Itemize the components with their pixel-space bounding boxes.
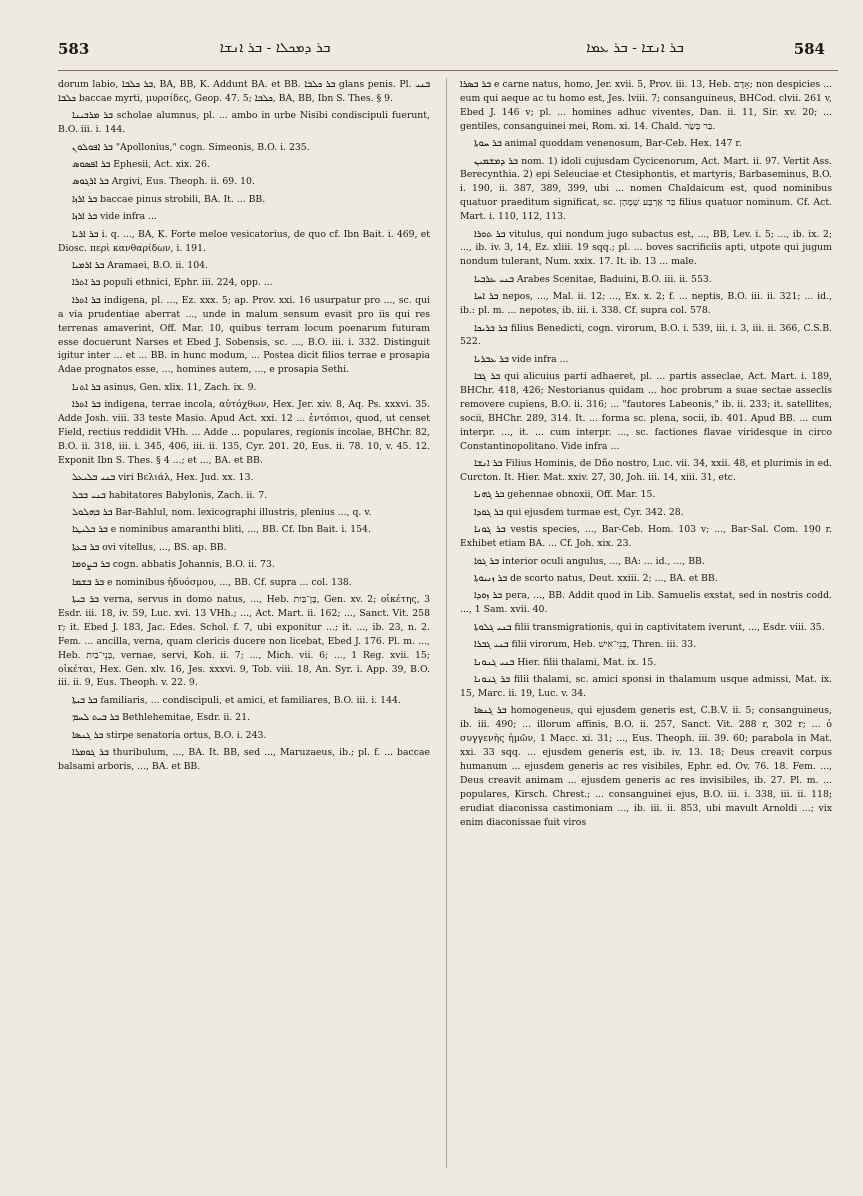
left-column	[58, 78, 430, 1178]
dictionary-entry: ܒܪ ܙܢܝܘܬܐ de scorto natus, Deut. xxiii. 2; ..., BA. et BB.	[474, 573, 718, 584]
dictionary-entry: ܒܪ ܒܪܝܟܐ filius Benedicti, cogn. virorum, B.O. i. 539, iii. i. 3, iii. ii. 366, C.S.B. 522.	[460, 322, 832, 348]
dictionary-entry: ܒܪ ܓܢܣܐ homogeneus, qui ejusdem generis est, C.B.V. ii. 5; consanguineus, ib. iii. 490; ... illorum affinis, B.O. ii. 257, Sanct. Vit. 288 r, 302 r; ... ὁ συγγενὴς ἡμῶν, 1 Macc. xi. 31; ..., Eus. Theoph. iii. 39. 60; parabola in Mat. xxi. 33 sqq. ... ejusdem generis est, ib. iv. 13. 18; Deus creavit corpus humanum ... ejusdem generis ac res visibiles, Ephr. ed. Ov. 76. 18. Fem. ..., Deus creavit animam ... ejusdem generis ac res invisibiles, ib. 27. Pl. m. ... populares, Kirsch. Chrest.; ... consanguinei ejus, B.O. iii. i. 338, iii. ii. 118; erudiat diaconissa castimoniam ..., ib. iii. ii. 853, ubi mavult Arnoldi ...; vix enim diaconissae fuit viros	[460, 705, 832, 828]
dictionary-entry: ܒܪ ܐܪܝܐ i. q. ..., BA, K. Forte meloe vesicatorius, de quo cf. Ibn Bait. i. 469, et Diosc. περὶ κανθαρίδων, i. 191.	[58, 228, 430, 254]
dictionary-entry: ܒܪ ܐܪܙܐ baccae pinus strobili, BA. It. ... BB.	[72, 193, 266, 205]
header-rule	[58, 70, 838, 71]
dictionary-entry: ܒܪ ܓܒܐ qui alicuius parti adhaeret, pl. ... partis asseclae, Act. Mart. i. 189, BHChr. 418, 426; Nestorianus quidam ... hoc probrum a suae sectae asseclis removere cupiens, B.O. ii. 316; ... "fautores Labeonis," ib. ii. 233; it. satellites, socii, BHChr. 289, 314. It. ... forma sc. plena, socii, ib. 401. Apud BB. ... cum interpr. ..., it. ... cum interpr. ..., sc. factiones flavae viridesque in circo Constantinopolitano. Vide infra ...	[460, 371, 832, 452]
dictionary-entry: ܒܪ ܓܢܘܢܐ filii thalami, sc. amici sponsi in thalamum usque admissi, Mat. ix. 15, Marc. ii. 19, Luc. v. 34.	[460, 673, 832, 699]
dictionary-entry: ܒܪ ܓܘܐ interior oculi angulus, ..., BA: ... id., ..., BB.	[474, 555, 705, 567]
dictionary-entry: ܒܢܝ ܓܠܘܬܐ filii transmigrationis, qui in captivitatem iverunt, ..., Esdr. viii. 35.	[474, 621, 825, 633]
dictionary-entry: ܒܪ ܐܢܫܐ Filius Hominis, de Dño nostro, Luc. vii. 34, xxii. 48, et plurimis in ed. Curcton. It. Hier. Mat. xxiv. 27, 30, Joh. iii. 14, xiii. 31, etc.	[460, 458, 832, 484]
dictionary-entry: dorum labio, ܒܪ ܟܠܒܐ, BA, BB, K. Addunt BA. et BB. ܒܪ ܟܠܒܐ glans penis. Pl. ܒܢܝ ܟܠܒܐ baccae myrti, μυρσίδες, Geop. 47. 5; ܟܠܒܐ, BA, BB, Ibn S. Thes. § 9.	[58, 79, 430, 104]
dictionary-entry: ܒܪ ܓܘܢܐ vestis species, ..., Bar-Ceb. Hom. 103 v; ..., Bar-Sal. Com. 190 r. Exhibet etiam BA. ... Cf. Joh. xix. 23.	[460, 524, 832, 550]
left-page-number: 583	[58, 40, 90, 58]
dictionary-entry: ܒܢܝ ܓܒܪܐ filii virorum, Heb. בְּנֵי־אִישׁ, Thren. iii. 33.	[474, 639, 697, 651]
dictionary-entry: ܒܪ ܒܫܡܐ e nominibus ἡδυόσμου, ..., BB. Cf. supra ... col. 138.	[72, 576, 352, 588]
dictionary-entry: ܒܪ ܡܪܒܝܢܐ scholae alumnus, pl. ... ambo in urbe Nisibi condiscipuli fuerunt, B.O. iii. i. 144.	[58, 110, 430, 136]
dictionary-entry: ܒܪ ܐܪܡܝܐ Aramaei, B.O. ii. 104.	[72, 259, 208, 271]
dictionary-entry: ܒܪ ܒܝܬܐ familiaris, ... condiscipuli, et amici, et familiares, B.O. iii. i. 144.	[72, 694, 401, 706]
dictionary-entry: ܒܪ ܒܣܪܐ e carne natus, homo, Jer. xvii. 5, Prov. iii. 13, Heb. אָדָם; non despicies ... eum qui aeque ac tu homo est, Jes. lviii. 7; consanguineus, BHCod. clvii. 261 v, Ebed J. 146 v; pl. ... homines adhuc viventes, Dan. ii. 11, Sir. xv. 20; ... gentiles, consanguinei mei, Rom. xi. 14. Chald. בַּר בְּשַׂר.	[460, 79, 832, 132]
dictionary-entry: ܒܢܝ ܒܠܝܥܠ viri Βελιάλ, Hex. Jud. xx. 13.	[72, 472, 254, 484]
dictionary-entry: ܒܪ ܕܡܫܡܝܢ nom. 1) idoli cujusdam Cycicenorum, Act. Mart. ii. 97. Vertit Ass. Berecynthia. 2) epi Seleuciae et Ctesiphontis, et martyris, Barbaseminus, B.O. i. 190, ii. 387, 389, 399, ubi ... nomen Chaldaicum est, quod nominibus quatuor praeditum significat, sc. בַּר אַרְבַּע שְׁמָהָן filius quatuor nominum. Cf. Act. Mart. i. 110, 112, 113.	[460, 155, 832, 223]
dictionary-entry: ܒܪ ܒܥܬܐ ovi vitellus, ..., BS. ap. BB.	[72, 541, 227, 553]
left-running-head: ܒܪ ܕܡܟܠܐ - ܒܪ ܐܢܫܐ	[219, 40, 331, 56]
dictionary-entry: ܒܪ ܐܪܓܘܣ Argivi, Eus. Theoph. ii. 69. 10.	[72, 176, 255, 188]
dictionary-entry: ܒܢܝ ܥܪܒܝܐ Arabes Scenitae, Baduini, B.O. iii. ii. 553.	[474, 273, 712, 285]
dictionary-entry: ܒܪ ܐܦܣܘܣ Ephesii, Act. xix. 26.	[72, 159, 210, 171]
right-page-number: 584	[793, 40, 825, 58]
dictionary-entry: ܒܪ ܒܠܝܛܐ e nominibus amaranthi bliti, ..., BB. Cf. Ibn Bait. i. 154.	[72, 524, 371, 536]
dictionary-entry: ܒܪ ܬܘܪܐ vitulus, qui nondum jugo subactus est, ..., BB, Lev. i. 5; ..., ib. ix. 2; ..., ib. iv. 3, 14, Ez. xliii. 19 sqq.; pl. ... boves sacrificiis apti, utpote qui jugum nondum tulerant, Num. xxix. 17. It. ib. 13 ... male.	[460, 228, 832, 268]
dictionary-entry: ܒܢܝ ܒܒܠ habitatores Babylonis, Zach. ii. 7.	[72, 489, 268, 501]
dictionary-entry: ܒܪ ܒܨܘܡܐ cogn. abbatis Johannis, B.O. ii. 73.	[72, 559, 275, 571]
dictionary-entry: ܒܪ ܐܦܘܠܘܢ "Apollonius," cogn. Simeonis, B.O. i. 235.	[72, 141, 310, 153]
dictionary-entry: ܒܪ ܐܪܙܐ vide infra ...	[72, 211, 157, 223]
dictionary-entry: ܒܪ ܥܒܪܝܐ vide infra ...	[474, 353, 569, 365]
dictionary-entry: ܒܪ ܐܬܪܐ indigena, terrae incola, αὐτόχθων, Hex. Jer. xiv. 8, Aq. Ps. xxxvi. 35. Adde Josh. viii. 33 teste Masio. Apud Act. xxi. 12 ... ἐντόπιοι, quod, ut censet Field, rectius reddidit VHh. ... Adde ... populares, regionis incolae, BHChr. 82, B.O. ii. 318, iii. i. 345, 406, iii. ii. 135, Cyr. 201. 20, Eus. ii. 78. 10, v. 45. 12. Exponit Ibn S. Thes. § 4 ...; et ..., BA. et BB.	[58, 399, 430, 466]
dictionary-entry: ܒܪ ܐܚܐ nepos, ..., Mal. ii. 12; ..., Ex. x. 2; f. ... neptis, B.O. iii. ii. 321; ... id., ib.: pl. m. ... nepotes, ib. iii. i. 338. Cf. supra col. 578.	[460, 291, 832, 317]
dictionary-entry: ܒܪ ܓܘܕܐ qui ejusdem turmae est, Cyr. 342. 28.	[474, 506, 684, 518]
dictionary-entry: ܒܪ ܙܘܕܐ pera, ..., BB. Addit quod in Lib. Samuelis exstat, sed in nostris codd. ..., 1 Sam. xvii. 40.	[460, 590, 832, 616]
dictionary-entry: ܒܢܝ ܓܢܘܢܐ Hier. filii thalami, Mat. ix. 15.	[474, 656, 657, 668]
dictionary-entry: ܒܪ ܒܝܬ ܠܚܡ Bethlehemitae, Esdr. ii. 21.	[72, 712, 251, 724]
page-header	[0, 40, 863, 64]
dictionary-entry: ܒܪ ܒܝܬܐ verna, servus in domo natus, ..., Heb. בֶּן־בַּיִת, Gen. xv. 2; οἰκέτης, 3 Esdr. iii. 18, iv. 59, Luc. xvi. 13 VHh.; ..., Act. Mart. ii. 162; ..., Sanct. Vit. 258 r; it. Ebed J. 183, Jac. Edes. Schol. f. 7, ubi exponitur ...; it. ..., ib. 23, n. 2. Fem. ... ancilla, verna, quam clericis ducere non licebat, Ebed J. 176. Pl. m. ..., Heb. בְּנֵי־בַיִת, vernae, servi, Koh. ii. 7; ..., Mich. vii. 6; ..., 1 Reg. xvii. 15; οἰκέται, Hex. Gen. xlv. 16, Jes. xxxvi. 9, Tob. viii. 18, An. Syr. i. App. 39, B.O. iii. ii. 9, Eus. Theoph. v. 22. 9.	[58, 594, 430, 689]
dictionary-entry: ܒܪ ܐܬܪܐ populi ethnici, Ephr. iii. 224, opp. ...	[72, 277, 273, 289]
dictionary-entry: ܒܪ ܓܢܣܐ stirpe senatoria ortus, B.O. i. 243.	[72, 729, 267, 741]
dictionary-entry: ܒܪ ܐܬܪܐ indigena, pl. ..., Ez. xxx. 5; ap. Prov. xxi. 16 usurpatur pro ..., sc. qui a via prudentiae aberrat ..., unde in malum sensum evasit pro iis qui res terrenas amaverint, Off. Mar. 10, quibus terram locum poenarum futuram esse docuerunt Narses et Ebed J. Sobensis, sc. ..., B.O. iii. i. 332. Distinguit igitur inter ... et ... BB. in hunc modum, ... Postea dicit filios terrae e prosapia Adae prognatos esse, ..., homines autem, ..., e prosapia Sethi.	[58, 294, 430, 376]
right-running-head: ܒܪ ܐܢܫܐ - ܒܪ ܥܡܐ	[586, 40, 684, 56]
column-divider	[446, 78, 447, 1168]
dictionary-entry: ܒܪ ܒܗܠܘܠ Bar-Bahlul, nom. lexicographi illustris, plenius ..., q. v.	[72, 506, 372, 518]
dictionary-entry: ܒܪ ܐܬܢܐ asinus, Gen. xlix. 11, Zach. ix. 9.	[72, 381, 257, 393]
dictionary-entry: ܒܪ ܚܘܬܐ animal quoddam venenosum, Bar-Ceb. Hex. 147 r.	[474, 138, 742, 150]
right-column	[460, 78, 832, 1178]
dictionary-entry: ܒܪ ܓܘܡܪܐ thuribulum, ..., BA. It. BB, sed ..., Maruzaeus, ib.; pl. f. ... baccae balsami arboris, ..., BA. et BB.	[58, 747, 430, 772]
dictionary-entry: ܒܪ ܓܗܢܐ gehennae obnoxii, Off. Mar. 15.	[474, 489, 656, 501]
